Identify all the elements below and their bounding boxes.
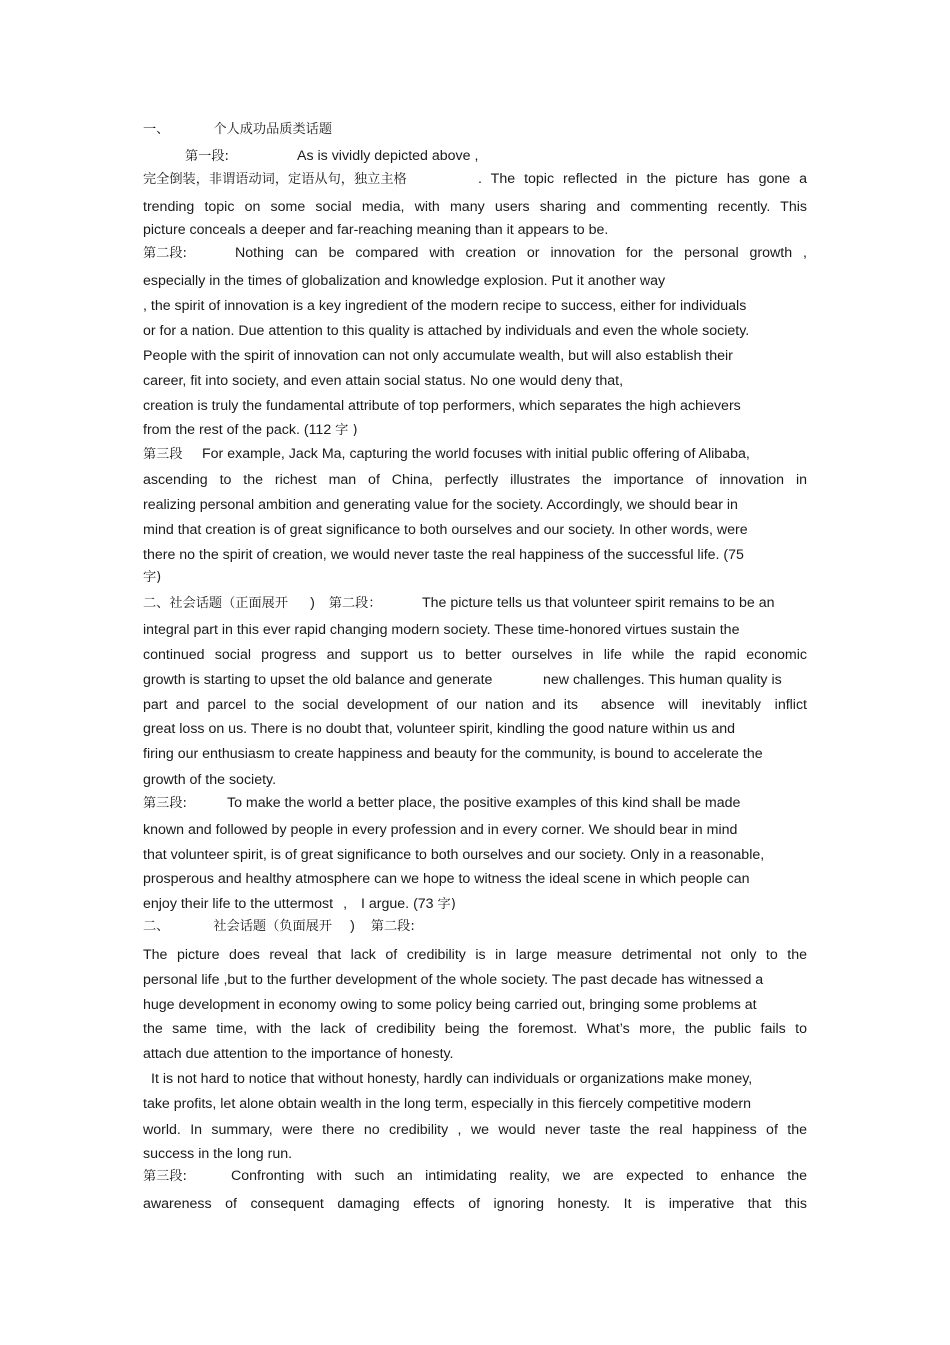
section-title-paren: ) [350,918,355,934]
paragraph-line: take profits, let alone obtain wealth in the long term, especially in this fiercely competitive modern [143,1096,752,1112]
paragraph-line: absence will inevitably inflict [601,697,807,713]
paragraph-line: known and followed by people in every profession and in every corner. We should bear in mind [143,822,738,838]
section-number: 一、 [143,122,170,137]
paragraph-line: ascending to the richest man of China, perfectly illustrates the importance of innovation in [143,472,807,488]
paragraph-line: that volunteer spirit, is of great significance to both ourselves and our society. Only in a reasonable, [143,847,765,863]
paragraph-label: 第三段: [143,1169,188,1184]
paragraph-line: awareness of consequent damaging effects of ignoring honesty. It is imperative that this [143,1196,807,1212]
paragraph-label: 第三段: [143,796,188,811]
paragraph-line: . The topic reflected in the picture has gone a [478,171,807,187]
paragraph-line [143,895,456,914]
paragraph-line: new challenges. This human quality is [543,672,782,688]
paragraph-line: Nothing can be compared with creation or innovation for the personal growth , [235,245,807,261]
paragraph-line: firing our enthusiasm to create happiness and beauty for the community, is bound to accelerate the [143,746,763,762]
section-1-heading [143,120,332,139]
section-number: 二、 [143,919,170,934]
paragraph-line: success in the long run. [143,1146,293,1162]
paragraph-label-line [143,794,187,813]
paragraph-line: or for a nation. Due attention to this quality is attached by individuals and even the whole society. [143,323,750,339]
paragraph-line: picture conceals a deeper and far-reaching meaning than it appears to be. [143,222,609,238]
paragraph-line: The picture does reveal that lack of credibility is in large measure detrimental not only to the [143,947,807,963]
paragraph-line: It is not hard to notice that without honesty, hardly can individuals or organizations make money, [151,1071,753,1087]
paragraph-text: from the rest of the pack. (112 [143,422,332,438]
paragraph-line: part and parcel to the social development of our nation and its [143,697,578,713]
paragraph-line: personal life ,but to the further development of the whole society. The past decade has witnessed a [143,972,764,988]
paragraph-line [143,421,358,440]
paragraph-line: integral part in this ever rapid changing modern society. These time-honored virtues sustain the [143,622,740,638]
techniques-note: 完全倒装，非谓语动词，定语从句，独立主格 [143,172,407,187]
char-count-unit: 字) [437,897,456,912]
paragraph-text: As is vividly depicted above , [297,148,479,164]
paragraph-line [143,170,407,189]
paragraph-line: growth of the society. [143,772,277,788]
paragraph-line: creation is truly the fundamental attribute of top performers, which separates the high achievers [143,398,741,414]
paragraph-line: trending topic on some social media, with many users sharing and commenting recently. This [143,199,807,215]
paragraph-line: continued social progress and support us to better ourselves in life while the rapid economic [143,647,807,663]
paragraph-line: The picture tells us that volunteer spirit remains to be an [422,595,775,611]
paragraph-line: huge development in economy owing to some policy being carried out, bringing some problems at [143,997,757,1013]
section-3-heading [143,917,415,936]
paragraph-line: Confronting with such an intimidating reality, we are expected to enhance the [231,1168,807,1184]
paragraph-label-line [143,445,183,464]
paragraph-line: growth is starting to upset the old balance and generate [143,672,493,688]
paragraph-text: , [343,896,348,912]
section-title: 个人成功品质类话题 [213,122,333,137]
paragraph-line: prosperous and healthy atmosphere can we hope to witness the ideal scene in which people can [143,871,750,887]
paragraph-line: People with the spirit of innovation can not only accumulate wealth, but will also establish their [143,348,733,364]
paragraph-label-line [143,244,187,263]
paragraph-text: enjoy their life to the uttermost [143,896,334,912]
paragraph-line: especially in the times of globalization and knowledge explosion. Put it another way [143,273,666,289]
paragraph-line: the same time, with the lack of credibility being the foremost. What’s more, the public fails to [143,1021,807,1037]
paragraph-label: 第二段: [370,919,415,934]
paragraph-line: , the spirit of innovation is a key ingredient of the modern recipe to success, either for individuals [143,298,747,314]
paragraph-line: attach due attention to the importance of honesty. [143,1046,454,1062]
section-title: 社会话题（负面展开 [213,919,333,934]
paragraph-line: world. In summary, were there no credibility , we would never taste the real happiness of the [143,1122,807,1138]
section-title-paren: ) [310,595,315,611]
paragraph-line: there no the spirit of creation, we would never taste the real happiness of the successful life. (75 [143,547,744,563]
paragraph-line: career, fit into society, and even attain social status. No one would deny that, [143,373,624,389]
paragraph-label: 第二段: [143,246,188,261]
char-count-unit: 字 ) [335,423,358,438]
paragraph-text: I argue. (73 [361,896,434,912]
paragraph-line: To make the world a better place, the positive examples of this kind shall be made [227,795,741,811]
section-2-heading [143,594,382,613]
char-count-unit: 字) [143,570,162,585]
paragraph-line: realizing personal ambition and generating value for the society. Accordingly, we should bear in [143,497,738,513]
paragraph-label-line [185,147,478,166]
paragraph-line: great loss on us. There is no doubt that, volunteer spirit, kindling the good nature within us and [143,721,736,737]
paragraph-label: 第二段： [328,596,382,611]
paragraph-line: For example, Jack Ma, capturing the world focuses with initial public offering of Alibaba, [202,446,750,462]
paragraph-label: 第三段 [143,447,183,462]
paragraph-label: 第一段: [185,149,230,164]
paragraph-line: mind that creation is of great significance to both ourselves and our society. In other words, were [143,522,748,538]
section-title: 二、社会话题（正面展开 [143,596,289,611]
paragraph-label-line [143,1167,187,1186]
